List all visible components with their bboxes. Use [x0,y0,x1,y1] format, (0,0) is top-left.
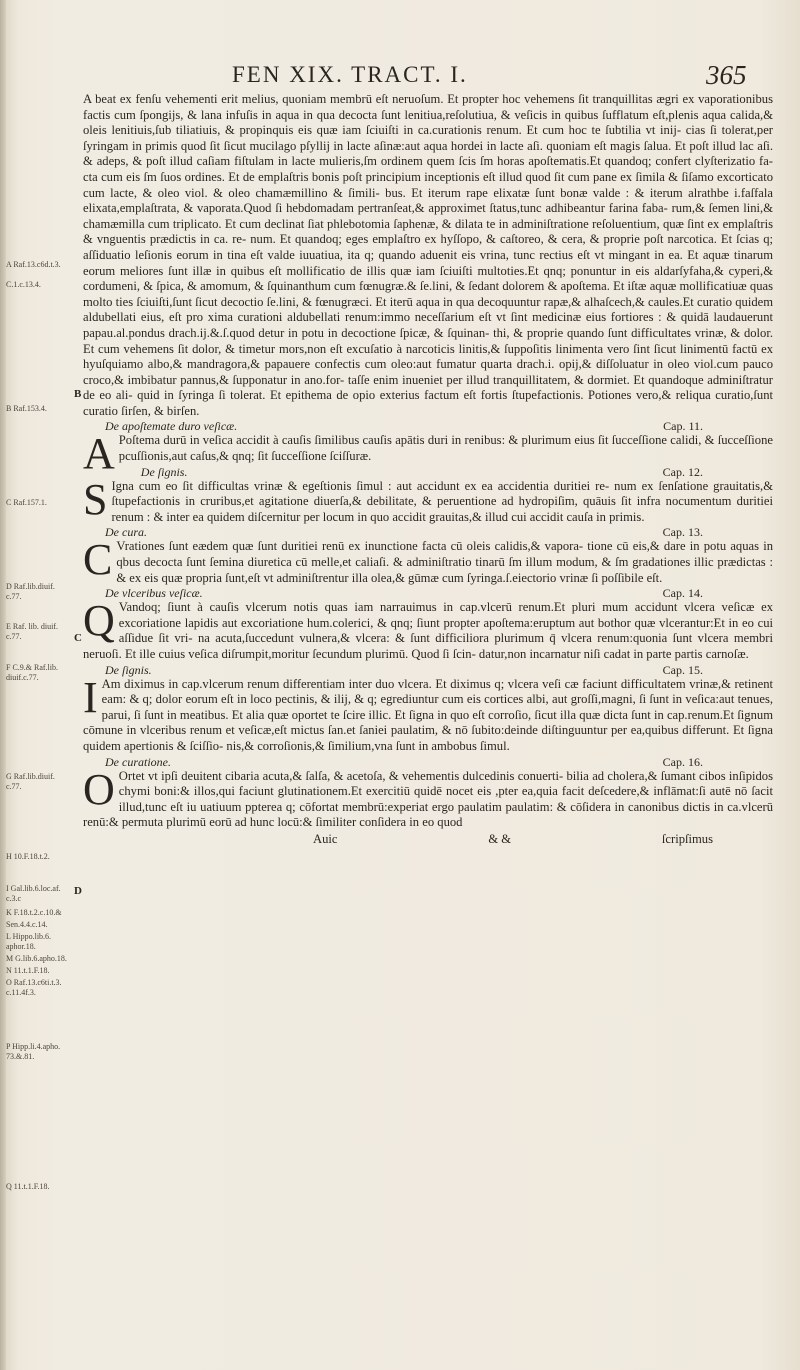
margin-note: c.77. [6,592,22,601]
margin-note: L Hippo.lib.6. [6,932,52,941]
margin-note: H 10.F.18.t.2. [6,852,50,861]
text-body [83,92,773,848]
paragraph [83,535,773,586]
paragraph [83,764,773,831]
margin-note: O Raf.13.c6ti.t.3. [6,978,62,987]
margin-note: Q 11.t.1.F.18. [6,1182,50,1191]
margin-note: 73.&.81. [6,1052,35,1061]
chapter-number: Cap. 11. [663,419,703,434]
section-heading [83,419,773,433]
section-heading [83,525,773,539]
margin-note: A Raf.13.c6d.t.3. [6,260,61,269]
paragraph-text: Poſtema durū in veſica accidit à cauſis ſimilibus cauſis apātis duri in renibus: & plurimum eius ſit ſucceſſione calidi, & ſucceſſione pcuſſionis,aut caſus,& qnq; ſit ſucceſſione ſciſſuræ. [118,433,773,464]
margin-note: M G.lib.6.apho.18. [6,954,67,963]
paragraph-text: Am diximus in cap.vlcerum renum differentiam inter duo vlcera. Et diximus q; vlcera veſi cæ faciunt difficultatem vrinæ,& retinent eam: & q; dolor eorum eſt in loco pectinis, & ilij, & q; egrediuntur cum eis cortices albi, aut groſſi,magni, ſi ſunt in veſica:aut tenues, parui, ſi ſunt in meatibus. Et alia quæ oportet te ſcire illic. Et ſigna in quo eſt corroſio, ſicut illa quæ dicta ſunt in cap.renum.Et ſignum cōmune in vlceribus renum et veſicæ,eſt mictus ſan.et ſaniei paulatim, & nō ſubito:deinde diſtinguuntur per ea,quibus differunt. Et ſigna quidem apertionis & ſciſſio- nis,& corroſionis,& ſimilium,vna ſunt in ambobus ſimul. [83,676,773,753]
paragraph-text: Vrationes ſunt eædem quæ ſunt duritiei renū ex inunctione facta cū oleis calidis,& vapora- tione cū eis,& dare in potu aquas in qbus decocta ſunt ſemina diuretica cū melle,et caliaſi. & adminiſtratio tinarū ſm illum modum, & ſm gradationes illic prædictas : & ex eis quæ propria ſunt,eſt vt adminiſtrentur illa olea,& gūmæ cum ſyringa.ſ.eiectorio vrinæ ſi poſſibile eſt. [116,539,773,585]
paragraph-text: Ortet vt ipſi deuitent cibaria acuta,& ſalſa, & acetoſa, & vehementis dulcedinis conuerti- bilia ad cholera,& ſumant cibos inſipidos chymi boni:& illos,qui faciunt glutinationem.Et exercitiū quidē nocet eis ,pter ea,quia facit deſcedere,& inflāmat:ſi autē nō ſacit illud,tunc eſt iu uatiuum ppterea q; cōfortat membrū:experiat ergo paulatim paulatim: & cōſidera in canonibus dictis in ca.vlcerū renū:& permuta plurimū eorū ad hunc locū:& ſimiliter conſidera in eo quod [83,768,773,830]
margin-letter: D [74,885,82,897]
paragraph-text: Igna cum eo ſit difficultas vrinæ & egeſtionis ſimul : aut accidunt ex ea accidentia duritiei re- num ex ſenſatione grauitatis,& ſtupefactionis in cruribus,et agitatione diuerſa,& debilitate, & peruentione ad hydropiſim, quāuis ſit infra nocumentum duritiei renum : & inter ea quidem diſcernitur per locum in quo accidit grauitas,& illud cui accidit cauſa in primis. [111,478,773,524]
drop-cap: O [83,764,115,814]
margin-note: c.77. [6,782,22,791]
catchword: ſcripſimus [661,831,713,846]
section-heading [83,755,773,769]
margin-note: diuif.c.77. [6,673,39,682]
margin-note: N 11.t.1.F.18. [6,966,50,975]
margin-note: c.11.4f.3. [6,988,36,997]
heading-title: De curatione. [105,754,171,769]
margin-note: K F.18.t.2.c.10.& [6,908,62,917]
section-heading [83,586,773,600]
heading-title: De ſignis. [105,662,152,677]
chapter-number: Cap. 16. [662,754,703,769]
paragraph [83,474,773,526]
margin-note: E Raf. lib. diuif. [6,622,58,631]
margin-note: G Raf.lib.diuif. [6,772,55,781]
page-number: 365 [706,60,747,90]
heading-title: De vlceribus veſicæ. [105,586,203,601]
drop-cap: A [83,429,115,479]
margin-note: D Raf.lib.diuif. [6,582,55,591]
drop-cap: S [83,474,108,524]
margin-note: F C.9.& Raf.lib. [6,663,59,672]
margin-letter: B [74,388,82,400]
chapter-number: Cap. 14. [662,586,703,601]
drop-cap: I [83,672,98,722]
chapter-number: Cap. 13. [662,525,703,540]
chapter-number: Cap. 15. [662,662,703,677]
margin-note: P Hipp.li.4.apho. [6,1042,61,1051]
heading-title: De cura. [105,525,147,540]
paragraph-text: Vandoq; ſiunt à cauſis vlcerum notis quas iam narrauimus in cap.vlcerū renum.Et pluri mum accidunt vlcera veſicæ ex excoriatione lapidis aut excoriatione hum.colerici, & qnq; ſiunt propter apoſtema:eruptum aut bothor quæ vlcerantur:Et in eo cui aſſidue ſit vri- na acuta,ſuccedunt vulnera,& vlcera: & ſunt difficiliora plurimum q̄ vlcera renum:quonia ſunt vlcera membri neruoſi. Et ille cuius veſica diſrumpit,moritur ſecundum plurimū. Quod ſi ſcin- datur,non incarnatur niſi cadat in parte partis carnoſæ. [83,600,773,661]
section-heading [83,663,773,677]
paragraph [83,596,773,662]
heading-title: De ſignis. [140,464,188,479]
margin-note: C Raf.157.1. [6,498,47,507]
drop-cap: C [83,535,113,585]
paragraph: A beat ex fenſu vehementi erit melius, quoniam membrū eſt neruoſum. Et propter hoc vehemens ſit tranquillitas ægri ex vaporationibus factis cum ſpongijs, & lana infuſis in aqua in qua decocta ſunt lenitiua,reſolutiua, & veſicis in quibus ſufflatum eſt,plenis aqua calida,& oleis lenitiuis,ſub tiliatiuis, & propinquis eis quæ iam ſciuiſti in ca.curationis renum. Et cum hoc te ſubtilia vt inij- cias ſi tolerat,per ſyringam in primis quod ſit ſicut mucilago pſyllij in lacte aſinæ:aut aqua hordei in lacte aſi. quoniam eſt magis ſalua. Et poſt illud lac aſi. & adeps, & poſt illud caſiam fiſtulam in lacte mulieris,ſm ordinem quem ſcis ſm horas apoſtematis.Et quandoq; confert clyſterizatio fa- cta cum eis ſm ſuos ordines. Et de emplaſtris bonis poſt principium inceptionis eſt illud quod ſit cum pane ex ſimila & ſiſamo excorticato cum lacte, & oleo viol. & oleo chamæmillino & ſimili- bus. Et iterum rape elixatæ ſunt bonæ valde : & iterum alrathbe i.faſfala elixata,emplaſtrata, & vaporata.Quod ſi hebdomadam pertranſeat,& approximet ſtatus,tunc adhibeantur farina faba- rum,& ſemen lini,& chamæmilla cum triplicato. Et cum declinat ſiat phlebotomia ſaphenæ, & dilata te in adminiſtratione reſoluentium, quæ ſint ex emplaſtris & vnguentis prædictis in ca. re- num. Et quandoq; eges emplaſtro ex hyſſopo, & caſtoreo, & cera, & proprie poſt narcotica. Et ſcias q; aſſiduatio leſionis eorum in tina eſt valde iuuatiua, ita q; quando aduenit eis vrina, tunc rectius eſt vt mingant in ea. Et aquæ tinarum eorum meliores ſunt illæ in quibus eſt mollificatio de illis quæ iam ſciuiſti multoties.Et qnq; ponuntur in eis aldarſyfaha,& cyperi,& cordumeni, & ſpica, & amomum, & ſquinanthum cum fœnugræ.& ſe.lini, & ſedant dolorem & apoſtema. Et iſtæ aquæ mollificatiuæ quas molto ties ſciuiſti,ſunt ſicut decoctio ſe.lini, & fœnugræci. Et iterū aqua in qua decoquuntur rapæ,& alhaſcech,& caules.Et curatio quidem aldubellati eius, eſt pro xima curationi aldubellati renum:immo neceſſarium eſt vt ſint medicinæ eius fortiores : & quidā laudauerunt papau.al.pondus drach.ij.&.ſ.quod detur in potu in decoctione ſpicæ, & ſquinan- thi, & proprie quando ſunt difficultates vrinæ, & dolor. Et cum vehemens ſit dolor, & timetur mors,non eſt excuſatio à narcoticis linitis,& ſuppoſitis linimenta vero ſint ſicut linimentū factū ex hyuſquiamo albo,& mandragora,& papauere confectis cum oleo:aut fumatur quarta drach.i. opij,& diſſoluatur in oleo viol.cum pauco croco,& imbibatur pannus,& ſupponatur in ano.for- taſſe enim inueniet per illud tranquillitatem, & dormiet. Et quandoque adminiſtratur de eo ali- quid in ſyringa ſi tolerat. Et epithema de opio exterius factum eſt fortis ſtupefactionis. Potiones vero,& reliqua curatio,ſunt curatio ſirſen, & birſen. [83,92,773,418]
margin-note: C.1.c.13.4. [6,280,41,289]
section-heading [119,465,773,479]
margin-note: c.3.c [6,894,22,903]
heading-title: De apoſtemate duro veſicæ. [105,419,238,434]
margin-note: aphor.18. [6,942,36,951]
margin-note: B Raf.153.4. [6,404,47,413]
drop-cap: Q [83,596,115,646]
catchword-line [83,832,773,848]
margin-note: Sen.4.4.c.14. [6,920,48,929]
running-head: FEN XIX. TRACT. I. [232,62,468,87]
chapter-number: Cap. 12. [662,464,703,479]
margin-notes [6,260,82,1210]
margin-note: I Gal.lib.6.loc.af. [6,884,61,893]
paragraph [83,672,773,755]
catchword-left: Auic [313,831,338,846]
margin-note: c.77. [6,632,22,641]
catchword-mid: & & [488,831,512,846]
margin-letter: C [74,632,82,644]
